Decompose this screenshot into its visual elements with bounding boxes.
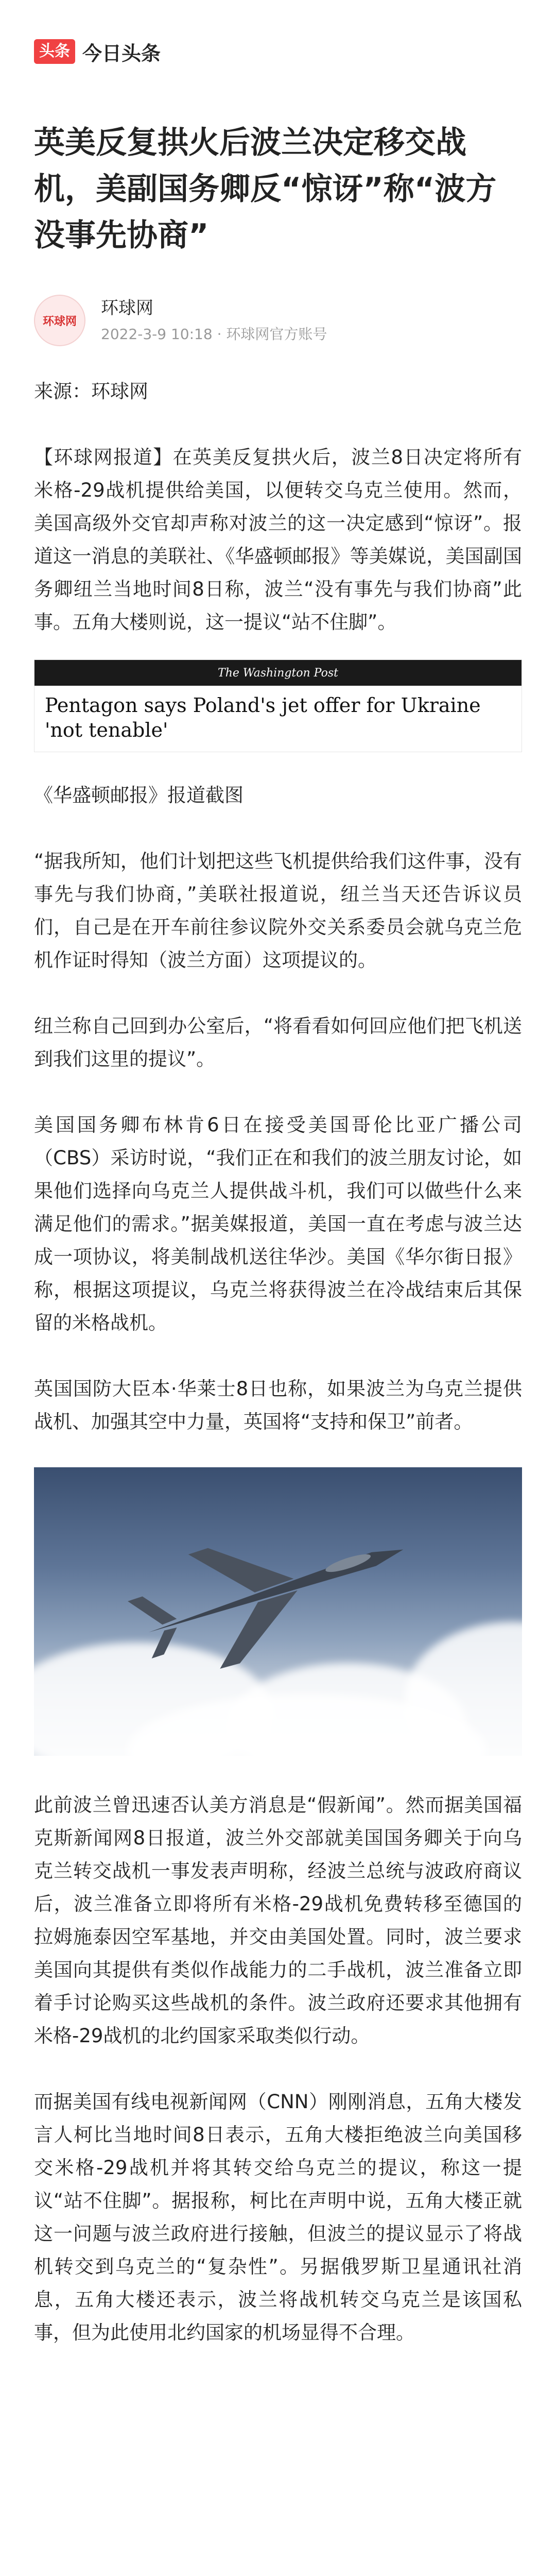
author-avatar[interactable] [34,295,85,346]
fighter-jet-photo [34,1467,522,1756]
author-name[interactable]: 环球网 [101,298,153,318]
paragraph: 英国国防大臣本·华莱士8日也称，如果波兰为乌克兰提供战机、加强其空中力量，英国将“支持和保卫”前者。 [34,1378,522,1433]
paragraph: 【环球网报道】在英美反复拱火后，波兰8日决定将所有米格-29战机提供给美国，以便转交乌克兰使用。然而，美国高级外交官却声称对波兰的这一决定感到“惊讶”。报道这一消息的美联社、《华盛顿邮报》等美媒说，美国副国务卿纽兰当地时间8日称，波兰“没有事先与我们协商”此事。五角大楼则说，这一提议“站不住脚”。 [34,446,522,633]
author-info [101,296,327,345]
paragraph: 而据美国有线电视新闻网（CNN）刚刚消息，五角大楼发言人柯比当地时间8日表示，五角大楼拒绝波兰向美国移交米格-29战机并将其转交给乌克兰的提议，称这一提议“站不住脚”。据报称，柯比在声明中说，五角大楼正就这一问题与波兰政府进行接触，但波兰的提议显示了将战机转交到乌克兰的“复杂性”。另据俄罗斯卫星通讯社消息，五角大楼还表示，波兰将战机转交乌克兰是该国私事，但为此使用北约国家的机场显得不合理。 [34,2091,522,2344]
jet-icon [34,1467,522,1756]
author-row[interactable] [34,295,522,346]
app-header [0,0,556,103]
figure-caption: 《华盛顿邮报》报道截图 [34,784,244,806]
washington-post-screenshot [34,659,522,752]
wp-masthead: The Washington Post [34,660,522,686]
article-title: 英美反复拱火后波兰决定移交战机，美副国务卿反“惊讶”称“波方没事先协商” [34,125,497,253]
article-source: 来源：环球网 [34,380,148,402]
toutiao-logo-badge: 头条 [34,39,75,64]
paragraph: “据我所知，他们计划把这些飞机提供给我们这件事，没有事先与我们协商，”美联社报道说，纽兰当天还告诉议员们，自己是在开车前往参议院外交关系委员会就乌克兰危机作证时得知（波兰方面）这项提议的。 [34,850,522,971]
paragraph: 此前波兰曾迅速否认美方消息是“假新闻”。然而据美国福克斯新闻网8日报道，波兰外交部就美国国务卿关于向乌克兰转交战机一事发表声明称，经波兰总统与波政府商议后，波兰准备立即将所有米格-29战机免费转移至德国的拉姆施泰因空军基地，并交由美国处置。同时，波兰要求美国向其提供有类似作战能力的二手战机，波兰准备立即着手讨论购买这些战机的条件。波兰政府还要求其他拥有米格-29战机的北约国家采取类似行动。 [34,1794,522,2047]
paragraph: 纽兰称自己回到办公室后，“将看看如何回应他们把飞机送到我们这里的提议”。 [34,1015,522,1070]
app-name: 今日头条 [82,42,161,65]
paragraph: 美国国务卿布林肯6日在接受美国哥伦比亚广播公司（CBS）采访时说，“我们正在和我们的波兰朋友讨论，如果他们选择向乌克兰人提供战斗机，我们可以做些什么来满足他们的需求。”据美媒报道，美国一直在考虑与波兰达成一项协议，将美制战机送往华沙。美国《华尔街日报》称，根据这项提议，乌克兰将获得波兰在冷战结束后其保留的米格战机。 [34,1114,522,1334]
wp-headline: Pentagon says Poland's jet offer for Ukraine 'not tenable' [45,694,481,741]
avatar-label: 环球网 [42,315,77,328]
publish-meta: 2022-3-9 10:18 · 环球网官方账号 [101,326,327,343]
